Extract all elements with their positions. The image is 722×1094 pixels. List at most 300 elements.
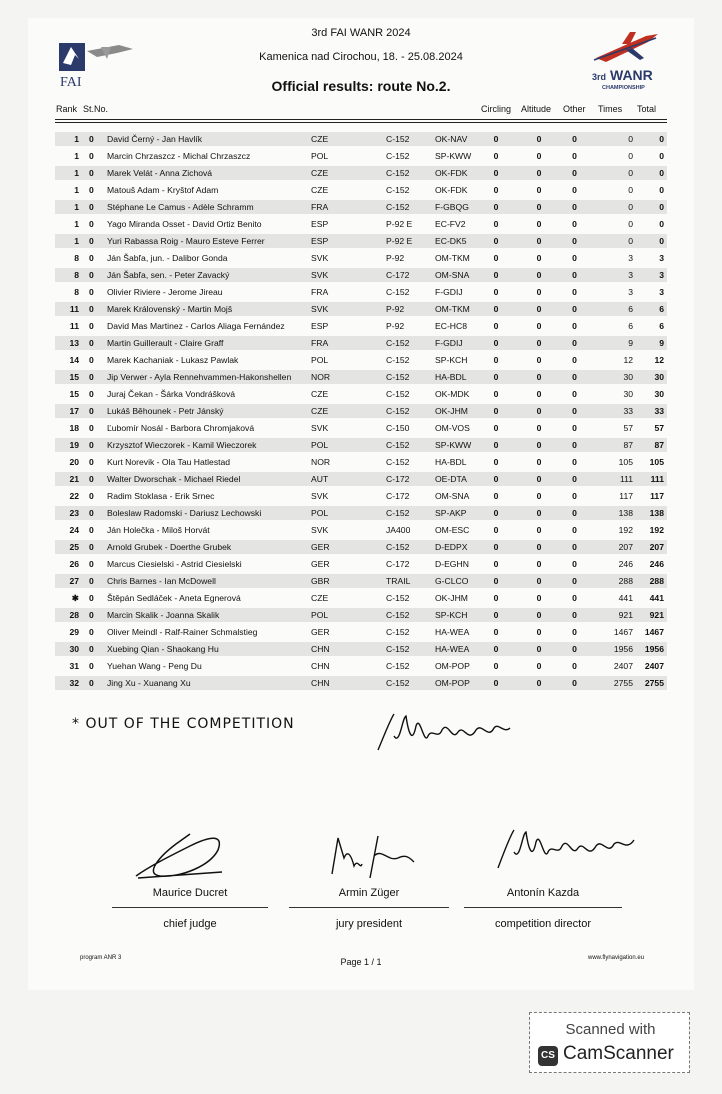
times-cell: 0 — [628, 134, 633, 144]
altitude-cell: 0 — [536, 661, 542, 671]
rank-cell: 1 — [74, 219, 79, 229]
team-cell: Marek Velát - Anna Zichová — [107, 168, 213, 178]
start-no-cell: 0 — [89, 610, 94, 620]
aircraft-cell: C-152 — [386, 185, 410, 195]
total-cell: 138 — [649, 508, 664, 518]
total-cell: 1956 — [644, 644, 664, 654]
team-cell: Jing Xu - Xuanang Xu — [107, 678, 191, 688]
registration-cell: SP-KWW — [435, 151, 472, 161]
aircraft-cell: C-152 — [386, 542, 410, 552]
other-cell: 0 — [572, 151, 577, 161]
table-row — [55, 216, 667, 233]
start-no-cell: 0 — [89, 406, 94, 416]
other-cell: 0 — [572, 168, 577, 178]
altitude-cell: 0 — [536, 270, 542, 280]
nationality-cell: SVK — [311, 423, 329, 433]
other-cell: 0 — [572, 576, 577, 586]
altitude-cell: 0 — [536, 151, 542, 161]
team-cell: Marcin Skalik - Joanna Skalik — [107, 610, 220, 620]
start-no-cell: 0 — [89, 338, 94, 348]
camscanner-logo-icon: CS — [538, 1046, 558, 1066]
registration-cell: D-EGHN — [435, 559, 469, 569]
rank-cell: 25 — [69, 542, 79, 552]
registration-cell: OM-ESC — [435, 525, 470, 535]
altitude-cell: 0 — [536, 559, 542, 569]
aircraft-cell: P-92 — [386, 304, 405, 314]
circling-cell: 0 — [493, 457, 499, 467]
rank-cell: 1 — [74, 151, 79, 161]
nationality-cell: CHN — [311, 644, 330, 654]
times-cell: 921 — [618, 610, 633, 620]
registration-cell: HA-WEA — [435, 644, 470, 654]
nationality-cell: SVK — [311, 270, 329, 280]
aircraft-cell: C-152 — [386, 610, 410, 620]
aircraft-cell: C-152 — [386, 508, 410, 518]
other-cell: 0 — [572, 202, 577, 212]
aircraft-cell: C-152 — [386, 389, 410, 399]
start-no-cell: 0 — [89, 372, 94, 382]
other-cell: 0 — [572, 678, 577, 688]
start-no-cell: 0 — [89, 134, 94, 144]
registration-cell: SP-AKP — [435, 508, 467, 518]
registration-cell: EC-FV2 — [435, 219, 466, 229]
table-row — [55, 437, 667, 454]
start-no-cell: 0 — [89, 270, 94, 280]
rank-cell: 15 — [69, 372, 79, 382]
start-no-cell: 0 — [89, 508, 94, 518]
event-title: 3rd FAI WANR 2024 — [311, 27, 411, 39]
table-row — [55, 352, 667, 369]
table-row — [55, 675, 667, 692]
start-no-cell: 0 — [89, 236, 94, 246]
aircraft-cell: C-152 — [386, 338, 410, 348]
registration-cell: SP-KWW — [435, 440, 472, 450]
registration-cell: HA-BDL — [435, 457, 467, 467]
altitude-cell: 0 — [536, 593, 542, 603]
circling-cell: 0 — [493, 304, 499, 314]
circling-cell: 0 — [493, 151, 499, 161]
rank-cell: 17 — [69, 406, 79, 416]
total-cell: 921 — [649, 610, 664, 620]
total-cell: 3 — [659, 270, 664, 280]
signatory-name-2: Armin Züger — [338, 887, 400, 899]
aircraft-cell: C-152 — [386, 406, 410, 416]
other-cell: 0 — [572, 253, 577, 263]
altitude-cell: 0 — [536, 219, 542, 229]
circling-cell: 0 — [493, 219, 499, 229]
times-cell: 1467 — [613, 627, 633, 637]
table-row — [55, 233, 667, 250]
team-cell: Marcus Ciesielski - Astrid Ciesielski — [107, 559, 242, 569]
registration-cell: OK-JHM — [435, 406, 468, 416]
altitude-cell: 0 — [536, 508, 542, 518]
team-cell: Yuehan Wang - Peng Du — [107, 661, 202, 671]
table-row — [55, 573, 667, 590]
other-cell: 0 — [572, 134, 577, 144]
table-row — [55, 641, 667, 658]
times-cell: 117 — [619, 491, 633, 501]
rank-cell: 29 — [69, 627, 79, 637]
other-cell: 0 — [572, 372, 577, 382]
svg-text:CHAMPIONSHIP: CHAMPIONSHIP — [602, 85, 645, 91]
team-cell: Ľubomír Nosál - Barbora Chromjaková — [107, 423, 255, 433]
aircraft-cell: C-152 — [386, 355, 410, 365]
altitude-cell: 0 — [536, 355, 542, 365]
altitude-cell: 0 — [536, 423, 542, 433]
nationality-cell: POL — [311, 151, 329, 161]
nationality-cell: FRA — [311, 338, 329, 348]
team-cell: Marek Královenský - Martin Mojš — [107, 304, 233, 314]
nationality-cell: CZE — [311, 389, 329, 399]
start-no-cell: 0 — [89, 474, 94, 484]
rank-cell: 24 — [69, 525, 79, 535]
times-cell: 1956 — [613, 644, 633, 654]
rank-cell: 1 — [74, 236, 79, 246]
table-row — [55, 369, 667, 386]
table-row — [55, 505, 667, 522]
team-cell: Olivier Riviere - Jerome Jireau — [107, 287, 223, 297]
aircraft-cell: P-92 — [386, 321, 405, 331]
altitude-cell: 0 — [536, 644, 542, 654]
aircraft-cell: C-152 — [386, 168, 410, 178]
other-cell: 0 — [572, 525, 577, 535]
table-row — [55, 658, 667, 675]
times-cell: 87 — [623, 440, 633, 450]
aircraft-cell: C-172 — [386, 270, 410, 280]
team-cell: Ján Šabľa, sen. - Peter Zavacký — [107, 270, 230, 280]
total-cell: 105 — [649, 457, 664, 467]
rank-cell: 8 — [74, 253, 79, 263]
times-cell: 33 — [623, 406, 633, 416]
total-cell: 6 — [659, 304, 664, 314]
start-no-cell: 0 — [89, 576, 94, 586]
signatory-name-1: Maurice Ducret — [152, 887, 228, 899]
registration-cell: HA-BDL — [435, 372, 467, 382]
aircraft-cell: TRAIL — [386, 576, 411, 586]
registration-cell: EC-HC8 — [435, 321, 467, 331]
altitude-cell: 0 — [536, 338, 542, 348]
rank-cell: 27 — [69, 576, 79, 586]
table-row — [55, 556, 667, 573]
table-row — [55, 182, 667, 199]
rank-cell: 30 — [69, 644, 79, 654]
times-cell: 9 — [628, 338, 633, 348]
other-cell: 0 — [572, 270, 577, 280]
team-cell: Matouš Adam - Kryštof Adam — [107, 185, 219, 195]
circling-cell: 0 — [493, 610, 499, 620]
registration-cell: OM-SNA — [435, 270, 470, 280]
other-cell: 0 — [572, 423, 577, 433]
table-row — [55, 131, 667, 148]
team-cell: Walter Dworschak - Michael Riedel — [107, 474, 241, 484]
circling-cell: 0 — [493, 287, 499, 297]
total-cell: 0 — [659, 134, 664, 144]
aircraft-cell: C-152 — [386, 372, 410, 382]
total-cell: 441 — [649, 593, 664, 603]
nationality-cell: CZE — [311, 406, 329, 416]
team-cell: David Mas Martinez - Carlos Aliaga Fernández — [107, 321, 285, 331]
altitude-cell: 0 — [536, 576, 542, 586]
total-cell: 288 — [649, 576, 664, 586]
circling-cell: 0 — [493, 661, 499, 671]
rank-cell: 32 — [69, 678, 79, 688]
total-cell: 3 — [659, 287, 664, 297]
signature-competition-director — [492, 822, 642, 872]
total-cell: 2755 — [644, 678, 664, 688]
team-cell: Krzysztof Wieczorek - Kamil Wieczorek — [107, 440, 257, 450]
altitude-cell: 0 — [536, 627, 542, 637]
start-no-cell: 0 — [89, 661, 94, 671]
altitude-cell: 0 — [536, 372, 542, 382]
total-cell: 1467 — [644, 627, 664, 637]
other-cell: 0 — [572, 644, 577, 654]
rank-cell: 26 — [69, 559, 79, 569]
aircraft-cell: C-150 — [386, 423, 410, 433]
rank-cell: 11 — [69, 304, 79, 314]
table-row — [55, 454, 667, 471]
total-cell: 207 — [649, 542, 664, 552]
rank-cell: 15 — [69, 389, 79, 399]
altitude-cell: 0 — [536, 134, 542, 144]
team-cell: Ján Šabľa, jun. - Dalibor Gonda — [107, 253, 228, 263]
times-cell: 30 — [623, 389, 633, 399]
table-row — [55, 335, 667, 352]
rank-cell: 18 — [69, 423, 79, 433]
aircraft-cell: C-172 — [386, 474, 410, 484]
team-cell: Štěpán Sedláček - Aneta Egnerová — [107, 593, 241, 603]
times-cell: 111 — [619, 474, 633, 484]
registration-cell: OK-JHM — [435, 593, 468, 603]
nationality-cell: CHN — [311, 661, 330, 671]
aircraft-cell: C-152 — [386, 151, 410, 161]
circling-cell: 0 — [493, 338, 499, 348]
nationality-cell: POL — [311, 508, 329, 518]
times-cell: 12 — [623, 355, 633, 365]
registration-cell: SP-KCH — [435, 610, 468, 620]
nationality-cell: POL — [311, 355, 329, 365]
team-cell: Oliver Meindl - Ralf-Rainer Schmalstieg — [107, 627, 258, 637]
circling-cell: 0 — [493, 576, 499, 586]
other-cell: 0 — [572, 338, 577, 348]
col-other: Other — [563, 104, 586, 114]
table-row — [55, 165, 667, 182]
altitude-cell: 0 — [536, 168, 542, 178]
nationality-cell: SVK — [311, 304, 329, 314]
signatory-role-3: competition director — [495, 918, 591, 930]
times-cell: 138 — [618, 508, 633, 518]
circling-cell: 0 — [493, 355, 499, 365]
rank-cell: 31 — [69, 661, 79, 671]
total-cell: 2407 — [644, 661, 664, 671]
team-cell: Ján Holečka - Miloš Horvát — [107, 525, 210, 535]
other-cell: 0 — [572, 508, 577, 518]
svg-text:WANR: WANR — [610, 67, 653, 83]
rank-cell: 1 — [74, 202, 79, 212]
circling-cell: 0 — [493, 559, 499, 569]
camscanner-watermark — [529, 1012, 690, 1073]
times-cell: 207 — [618, 542, 633, 552]
circling-cell: 0 — [493, 270, 499, 280]
team-cell: Arnold Grubek - Doerthe Grubek — [107, 542, 232, 552]
signatory-name-3: Antonín Kazda — [506, 887, 580, 899]
aircraft-cell: C-152 — [386, 678, 410, 688]
other-cell: 0 — [572, 440, 577, 450]
team-cell: Lukáš Běhounek - Petr Jánský — [107, 406, 224, 416]
nationality-cell: SVK — [311, 525, 329, 535]
rank-cell: 19 — [69, 440, 79, 450]
start-no-cell: 0 — [89, 202, 94, 212]
circling-cell: 0 — [493, 525, 499, 535]
start-no-cell: 0 — [89, 168, 94, 178]
aircraft-cell: P-92 E — [386, 219, 413, 229]
table-row — [55, 199, 667, 216]
times-cell: 0 — [628, 202, 633, 212]
circling-cell: 0 — [493, 678, 499, 688]
other-cell: 0 — [572, 610, 577, 620]
handwritten-note: * OUT OF THE COMPETITION — [72, 716, 295, 732]
team-cell: Marek Kachaniak - Lukasz Pawlak — [107, 355, 239, 365]
team-cell: Chris Barnes - Ian McDowell — [107, 576, 216, 586]
start-no-cell: 0 — [89, 627, 94, 637]
other-cell: 0 — [572, 661, 577, 671]
handwritten-signature-note — [372, 706, 522, 756]
registration-cell: OM-POP — [435, 661, 470, 671]
table-row — [55, 386, 667, 403]
circling-cell: 0 — [493, 372, 499, 382]
rank-cell: 8 — [74, 270, 79, 280]
other-cell: 0 — [572, 355, 577, 365]
rank-cell: 28 — [69, 610, 79, 620]
nationality-cell: ESP — [311, 321, 329, 331]
altitude-cell: 0 — [536, 525, 542, 535]
circling-cell: 0 — [493, 644, 499, 654]
total-cell: 87 — [654, 440, 664, 450]
header-rule-double — [55, 122, 667, 123]
registration-cell: SP-KCH — [435, 355, 468, 365]
altitude-cell: 0 — [536, 236, 542, 246]
registration-cell: F-GDIJ — [435, 287, 463, 297]
registration-cell: EC-DK5 — [435, 236, 467, 246]
altitude-cell: 0 — [536, 389, 542, 399]
other-cell: 0 — [572, 491, 577, 501]
registration-cell: HA-WEA — [435, 627, 470, 637]
table-row — [55, 471, 667, 488]
total-cell: 0 — [659, 236, 664, 246]
aircraft-cell: C-152 — [386, 661, 410, 671]
circling-cell: 0 — [493, 627, 499, 637]
nationality-cell: FRA — [311, 287, 329, 297]
total-cell: 0 — [659, 168, 664, 178]
start-no-cell: 0 — [89, 559, 94, 569]
aircraft-cell: P-92 E — [386, 236, 413, 246]
aircraft-cell: JA400 — [386, 525, 411, 535]
altitude-cell: 0 — [536, 185, 542, 195]
altitude-cell: 0 — [536, 406, 542, 416]
footer-page: Page 1 / 1 — [340, 957, 382, 967]
times-cell: 0 — [628, 236, 633, 246]
times-cell: 105 — [618, 457, 633, 467]
table-row — [55, 250, 667, 267]
camscanner-top-text: Scanned with — [565, 1021, 656, 1038]
aircraft-cell: C-152 — [386, 440, 410, 450]
nationality-cell: FRA — [311, 202, 329, 212]
rank-cell: 13 — [69, 338, 79, 348]
signature-chief-judge — [130, 826, 230, 884]
start-no-cell: 0 — [89, 389, 94, 399]
circling-cell: 0 — [493, 406, 499, 416]
nationality-cell: CZE — [311, 593, 329, 603]
rank-cell: 11 — [69, 321, 79, 331]
altitude-cell: 0 — [536, 304, 542, 314]
times-cell: 2407 — [613, 661, 633, 671]
times-cell: 192 — [618, 525, 633, 535]
circling-cell: 0 — [493, 508, 499, 518]
registration-cell: OM-TKM — [435, 304, 470, 314]
total-cell: 9 — [659, 338, 664, 348]
registration-cell: OK-NAV — [435, 134, 468, 144]
aircraft-cell: C-172 — [386, 491, 410, 501]
table-row — [55, 624, 667, 641]
altitude-cell: 0 — [536, 491, 542, 501]
altitude-cell: 0 — [536, 287, 542, 297]
circling-cell: 0 — [493, 542, 499, 552]
start-no-cell: 0 — [89, 304, 94, 314]
team-cell: Yuri Rabassa Roig - Mauro Esteve Ferrer — [107, 236, 265, 246]
circling-cell: 0 — [493, 253, 499, 263]
registration-cell: D-EDPX — [435, 542, 468, 552]
circling-cell: 0 — [493, 134, 499, 144]
rank-cell: 8 — [74, 287, 79, 297]
nationality-cell: NOR — [311, 457, 331, 467]
start-no-cell: 0 — [89, 321, 94, 331]
altitude-cell: 0 — [536, 610, 542, 620]
times-cell: 3 — [628, 270, 633, 280]
registration-cell: G-CLCO — [435, 576, 469, 586]
col-times: Times — [598, 104, 623, 114]
camscanner-name: CamScanner — [563, 1043, 674, 1064]
table-row — [55, 284, 667, 301]
other-cell: 0 — [572, 185, 577, 195]
signature-line-3 — [464, 907, 622, 908]
circling-cell: 0 — [493, 185, 499, 195]
total-cell: 0 — [659, 202, 664, 212]
total-cell: 3 — [659, 253, 664, 263]
circling-cell: 0 — [493, 593, 499, 603]
aircraft-cell: C-152 — [386, 457, 410, 467]
other-cell: 0 — [572, 474, 577, 484]
registration-cell: F-GDIJ — [435, 338, 463, 348]
table-row — [55, 522, 667, 539]
nationality-cell: CZE — [311, 134, 329, 144]
other-cell: 0 — [572, 219, 577, 229]
altitude-cell: 0 — [536, 321, 542, 331]
circling-cell: 0 — [493, 491, 499, 501]
team-cell: Kurt Norevik - Ola Tau Hatlestad — [107, 457, 231, 467]
registration-cell: OE-DTA — [435, 474, 467, 484]
altitude-cell: 0 — [536, 542, 542, 552]
nationality-cell: CHN — [311, 678, 330, 688]
nationality-cell: ESP — [311, 236, 329, 246]
team-cell: Marcin Chrzaszcz - Michal Chrzaszcz — [107, 151, 251, 161]
footer-program: program ANR 3 — [80, 955, 122, 961]
start-no-cell: 0 — [89, 593, 94, 603]
altitude-cell: 0 — [536, 440, 542, 450]
start-no-cell: 0 — [89, 219, 94, 229]
team-cell: Martin Guillerault - Claire Graff — [107, 338, 224, 348]
start-no-cell: 0 — [89, 644, 94, 654]
registration-cell: OM-TKM — [435, 253, 470, 263]
times-cell: 0 — [628, 151, 633, 161]
